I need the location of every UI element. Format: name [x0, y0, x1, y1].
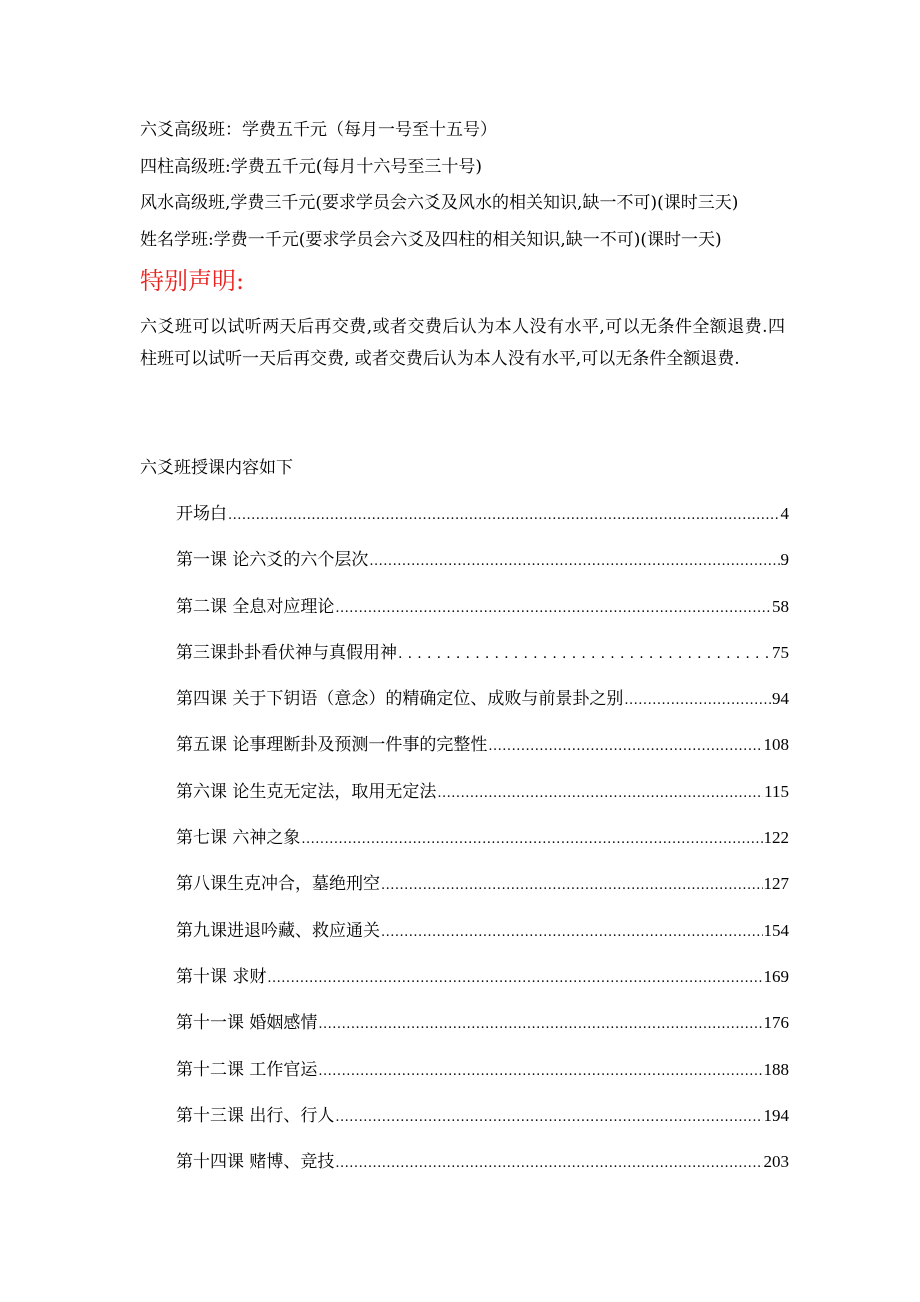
toc-entry-title: 第十课 求财	[176, 966, 267, 987]
toc-entry	[176, 548, 789, 594]
toc-entry-title: 第十二课 工作官运	[176, 1059, 318, 1080]
toc-entry-page: 58	[772, 596, 789, 616]
toc-entry-title: 第四课 关于下钥语（意念）的精确定位、成败与前景卦之别	[176, 689, 624, 710]
toc-entry	[176, 780, 789, 826]
toc-entry	[176, 965, 789, 1011]
toc-entry-title: 第三课卦卦看伏神与真假用神	[176, 642, 397, 663]
toc-entry	[176, 687, 789, 733]
toc-entry	[176, 595, 789, 641]
toc-entry-page: 203	[763, 1152, 789, 1172]
special-notice-text: 六爻班可以试听两天后再交费,或者交费后认为本人没有水平,可以无条件全额退费.四柱班可以试听一天后再交费, 或者交费后认为本人没有水平,可以无条件全额退费.	[140, 317, 785, 369]
toc-leader-dots	[437, 782, 763, 806]
toc-entry-page: 122	[763, 828, 789, 848]
toc-entry-title: 第九课进退吟藏、救应通关	[176, 920, 380, 941]
toc-leader-dots	[301, 828, 762, 852]
toc-entry	[176, 872, 789, 918]
toc-entry-title: 第十四课 赌博、竞技	[176, 1152, 335, 1173]
toc-entry-page: 194	[763, 1105, 789, 1125]
toc-leader-dots	[381, 874, 763, 898]
fee-sizhu: 四柱高级班:学费五千元(每月十六号至三十号)	[140, 157, 482, 177]
toc-entry-title: 第六课 论生克无定法，取用无定法	[176, 781, 437, 802]
toc-leader-dots	[381, 921, 763, 945]
toc-entry-page: 108	[763, 735, 789, 755]
toc-entry-page: 176	[763, 1013, 789, 1033]
toc-entry	[176, 733, 789, 779]
toc-entry-page: 188	[763, 1059, 789, 1079]
toc-entry-title: 第一课 论六爻的六个层次	[176, 550, 369, 571]
toc-leader-dots	[267, 967, 762, 991]
toc-leader-dots	[335, 1152, 762, 1176]
toc-entry	[176, 826, 789, 872]
toc-entry	[176, 1058, 789, 1104]
toc-entry-title: 第八课生克冲合，墓绝刑空	[176, 874, 380, 895]
toc-leader-dots	[318, 1060, 762, 1084]
toc-leader-dots	[335, 597, 771, 621]
fee-fengshui: 风水高级班,学费三千元(要求学员会六爻及风水的相关知识,缺一不可)(课时三天)	[140, 193, 739, 213]
toc-entry-title: 第二课 全息对应理论	[176, 596, 335, 617]
table-of-contents	[176, 502, 789, 1196]
toc-leader-dots	[369, 550, 779, 574]
toc-leader-dots	[488, 735, 762, 759]
toc-entry-page: 75	[772, 642, 789, 662]
toc-entry-page: 169	[763, 966, 789, 986]
toc-leader-dots	[228, 504, 780, 528]
toc-entry-title: 第十一课 婚姻感情	[176, 1013, 318, 1034]
toc-leader-dots	[624, 689, 771, 713]
special-notice-title: 特别声明:	[140, 267, 245, 295]
toc-entry	[176, 1150, 789, 1196]
fee-xingming: 姓名学班:学费一千元(要求学员会六爻及四柱的相关知识,缺一不可)(课时一天)	[140, 230, 722, 250]
fee-liuyao: 六爻高级班：学费五千元（每月一号至十五号）	[140, 120, 497, 140]
toc-entry-page: 9	[780, 550, 789, 570]
toc-leader-dots	[318, 1013, 762, 1037]
toc-heading: 六爻班授课内容如下	[140, 458, 293, 478]
toc-entry	[176, 641, 789, 687]
toc-entry-title: 开场白	[176, 504, 227, 524]
toc-entry-title: 第七课 六神之象	[176, 828, 301, 849]
toc-entry-page: 127	[763, 874, 789, 894]
toc-entry-page: 4	[780, 504, 789, 523]
toc-entry-page: 154	[763, 920, 789, 940]
toc-leader-dots	[335, 1106, 762, 1130]
toc-entry-page: 94	[772, 689, 789, 709]
toc-entry-title: 第五课 论事理断卦及预测一件事的完整性	[176, 735, 488, 756]
toc-entry	[176, 919, 789, 965]
toc-entry-page: 115	[764, 781, 789, 801]
toc-entry	[176, 1104, 789, 1150]
toc-entry	[176, 1011, 789, 1057]
toc-entry-title: 第十三课 出行、行人	[176, 1105, 335, 1126]
toc-leader-dots	[398, 642, 771, 666]
toc-entry	[176, 502, 789, 548]
